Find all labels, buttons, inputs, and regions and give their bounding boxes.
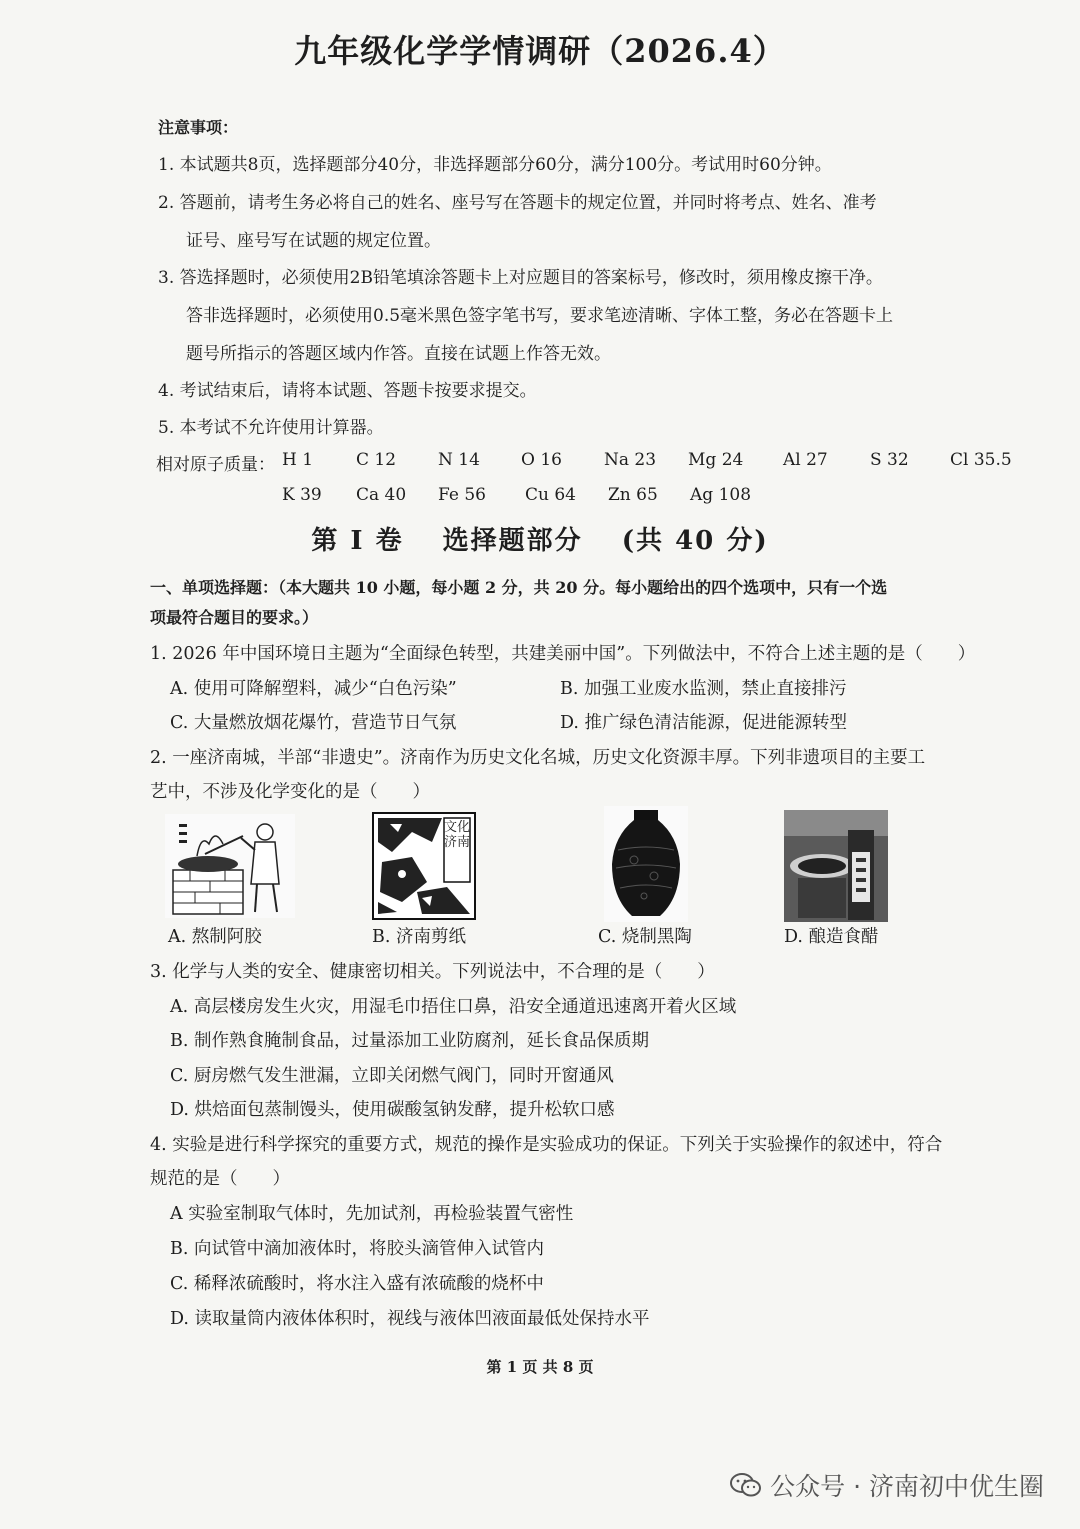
mass-cu: Cu 64 bbox=[525, 485, 576, 505]
note-2-cont: 证号、座号写在试题的规定位置。 bbox=[186, 231, 441, 251]
image-black-pottery bbox=[604, 806, 688, 922]
atomic-mass-label: 相对原子质量： bbox=[156, 455, 275, 475]
question-1-option-c: C. 大量燃放烟花爆竹，营造节日气氛 bbox=[170, 713, 457, 733]
mass-h: H 1 bbox=[282, 450, 314, 470]
question-2-option-d: D. 酿造食醋 bbox=[784, 927, 879, 947]
question-3-option-b: B. 制作熟食腌制食品，过量添加工业防腐剂，延长食品保质期 bbox=[170, 1031, 649, 1051]
question-2-stem: 2. 一座济南城，半部“非遗史”。济南作为历史文化名城，历史文化资源丰厚。下列非遗项目的主要工 bbox=[150, 748, 926, 768]
papercut-text: 文化济南 bbox=[444, 820, 471, 850]
mass-fe: Fe 56 bbox=[438, 485, 486, 505]
page-footer: 第 1 页 共 8 页 bbox=[486, 1358, 594, 1376]
mass-o: O 16 bbox=[521, 450, 562, 470]
mass-cl: Cl 35.5 bbox=[950, 450, 1012, 470]
question-3-option-d: D. 烘焙面包蒸制馒头，使用碳酸氢钠发酵，提升松软口感 bbox=[170, 1100, 615, 1120]
question-2-option-c: C. 烧制黑陶 bbox=[598, 927, 692, 947]
question-2-stem-cont: 艺中，不涉及化学变化的是（ ） bbox=[150, 782, 430, 802]
question-4-option-a: A 实验室制取气体时，先加试剂，再检验装置气密性 bbox=[170, 1204, 574, 1224]
note-3: 3. 答选择题时，必须使用2B铅笔填涂答题卡上对应题目的答案标号，修改时，须用橡皮擦干净。 bbox=[158, 268, 883, 288]
mass-zn: Zn 65 bbox=[608, 485, 658, 505]
mass-k: K 39 bbox=[282, 485, 322, 505]
mass-al: Al 27 bbox=[783, 450, 828, 470]
note-4: 4. 考试结束后，请将本试题、答题卡按要求提交。 bbox=[158, 381, 537, 401]
page-title: 九年级化学学情调研（2026.4） bbox=[294, 32, 786, 70]
question-4-stem: 4. 实验是进行科学探究的重要方式，规范的操作是实验成功的保证。下列关于实验操作的叙述中，符合 bbox=[150, 1135, 943, 1155]
image-vinegar bbox=[784, 810, 888, 922]
wechat-icon bbox=[730, 1472, 762, 1498]
watermark-text: 公众号 · 济南初中优生圈 bbox=[770, 1472, 1044, 1501]
section-title: 第 I 卷 选择题部分 (共 40 分) bbox=[311, 526, 769, 556]
question-4-option-c: C. 稀释浓硫酸时，将水注入盛有浓硫酸的烧杯中 bbox=[170, 1274, 544, 1294]
question-4-stem-cont: 规范的是（ ） bbox=[150, 1169, 290, 1189]
section-instruction: 一、单项选择题：（本大题共 10 小题，每小题 2 分，共 20 分。每小题给出的四个选项中，只有一个选 bbox=[150, 578, 888, 597]
mass-ca: Ca 40 bbox=[356, 485, 407, 505]
question-3-stem: 3. 化学与人类的安全、健康密切相关。下列说法中，不合理的是（ ） bbox=[150, 962, 715, 982]
note-3-cont1: 答非选择题时，必须使用0.5毫米黑色签字笔书写，要求笔迹清晰、字体工整，务必在答题卡上 bbox=[186, 306, 894, 326]
note-2: 2. 答题前，请考生务必将自己的姓名、座号写在答题卡的规定位置，并同时将考点、姓名、准考 bbox=[158, 193, 877, 213]
image-boiling-gelatin bbox=[165, 814, 295, 918]
question-3-option-c: C. 厨房燃气发生泄漏，立即关闭燃气阀门，同时开窗通风 bbox=[170, 1066, 614, 1086]
mass-na: Na 23 bbox=[604, 450, 657, 470]
mass-ag: Ag 108 bbox=[690, 485, 752, 505]
mass-mg: Mg 24 bbox=[688, 450, 744, 470]
question-1-option-a: A. 使用可降解塑料，减少“白色污染” bbox=[170, 679, 457, 699]
question-1-option-d: D. 推广绿色清洁能源，促进能源转型 bbox=[560, 713, 848, 733]
mass-n: N 14 bbox=[438, 450, 480, 470]
note-3-cont2: 题号所指示的答题区域内作答。直接在试题上作答无效。 bbox=[186, 344, 611, 364]
question-3-option-a: A. 高层楼房发生火灾，用湿毛巾捂住口鼻，沿安全通道迅速离开着火区域 bbox=[170, 997, 737, 1017]
question-1-option-b: B. 加强工业废水监测，禁止直接排污 bbox=[560, 679, 847, 699]
question-4-option-b: B. 向试管中滴加液体时，将胶头滴管伸入试管内 bbox=[170, 1239, 544, 1259]
section-instruction-cont: 项最符合题目的要求。） bbox=[150, 608, 319, 627]
question-2-option-b: B. 济南剪纸 bbox=[372, 927, 466, 947]
note-1: 1. 本试题共8页，选择题部分40分，非选择题部分60分，满分100分。考试用时60分钟。 bbox=[158, 155, 832, 175]
image-jinan-papercut bbox=[372, 812, 476, 920]
question-2-option-a: A. 熬制阿胶 bbox=[168, 927, 262, 947]
mass-c: C 12 bbox=[356, 450, 397, 470]
mass-s: S 32 bbox=[870, 450, 909, 470]
notes-heading: 注意事项： bbox=[158, 118, 239, 137]
question-1-stem: 1. 2026 年中国环境日主题为“全面绿色转型，共建美丽中国”。下列做法中，不符合上述主题的是（ ） bbox=[150, 644, 976, 664]
wechat-watermark bbox=[730, 1467, 1044, 1503]
question-4-option-d: D. 读取量筒内液体体积时，视线与液体凹液面最低处保持水平 bbox=[170, 1309, 650, 1329]
note-5: 5. 本考试不允许使用计算器。 bbox=[158, 418, 384, 438]
